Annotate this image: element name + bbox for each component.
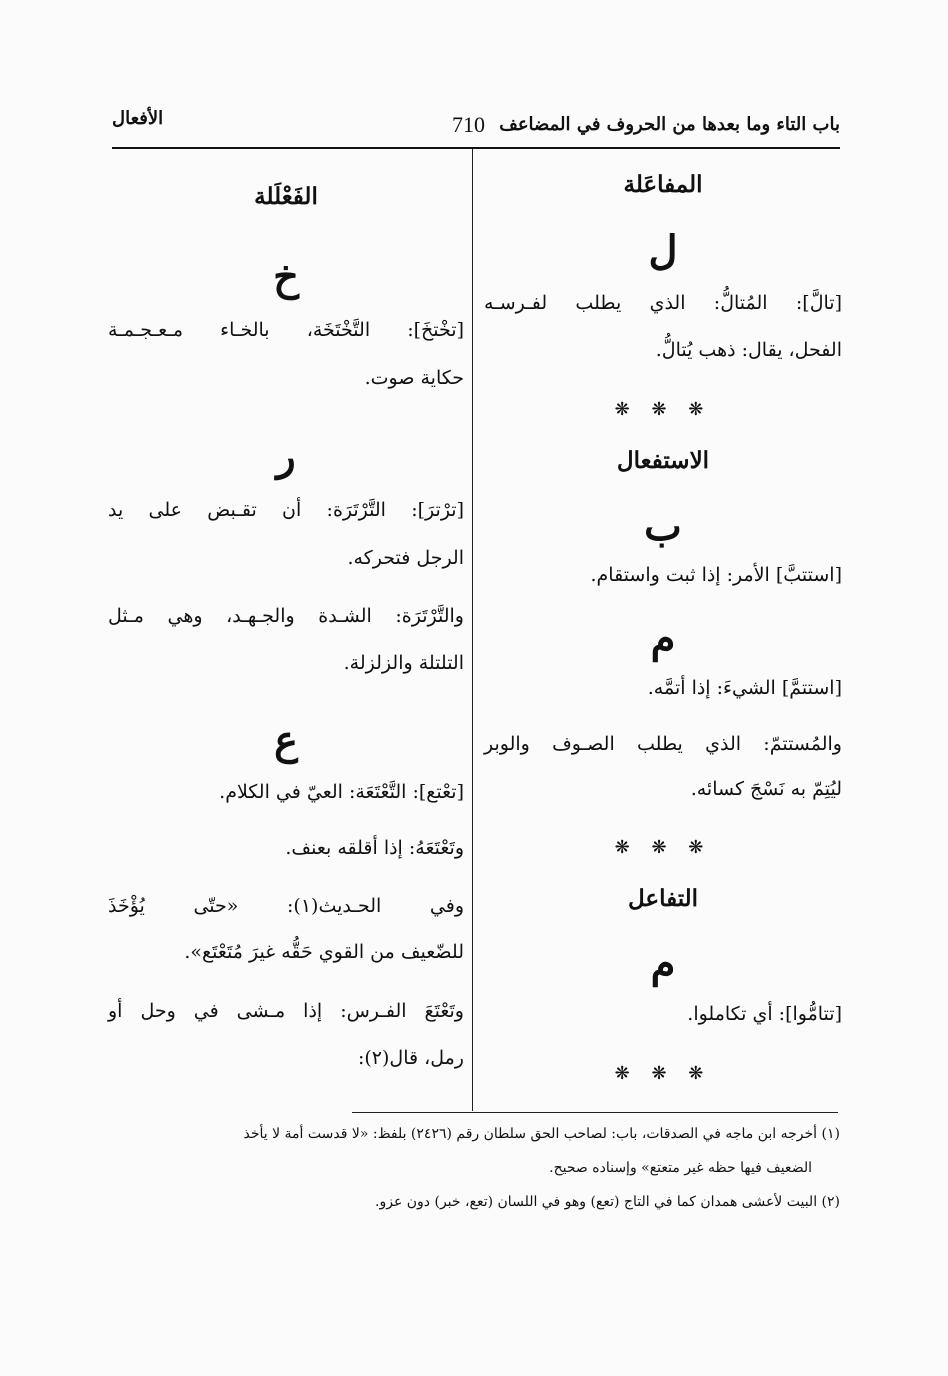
running-head-right: باب التاء وما بعدها من الحروف في المضاعف xyxy=(499,114,840,135)
footnote-rule xyxy=(352,1112,838,1113)
entry-tatta-faras-line2: رمل، قال(٢): xyxy=(357,1047,464,1069)
section-heading-tafaul: التفاعل xyxy=(627,885,699,912)
entry-tartar-line2: الرجل فتحركه. xyxy=(347,547,464,569)
entry-takhtakh-line1: [تخْتخَ]: التَّخْتَخَة، بالخـاء مـعـجـمـة xyxy=(108,319,464,341)
letter-heading-ra: ر xyxy=(276,433,296,480)
entry-tatatu: [تعْتع]: التَّعْتَعَة: العيّ في الكلام. xyxy=(219,781,464,803)
header-rule xyxy=(112,147,840,149)
letter-heading-lam: ل xyxy=(648,227,678,274)
entry-mustatim-line2: ليُتِمّ به نَسْجَ كسائه. xyxy=(690,778,842,800)
column-divider xyxy=(472,149,473,1111)
entry-istatamma: [استتمَّ] الشيءَ: إذا أتمَّه. xyxy=(647,677,842,699)
section-heading-istifal: الاستفعال xyxy=(616,447,710,474)
entry-tatatahu: وتَعْتَعَهُ: إذا أقلقه بعنف. xyxy=(285,837,464,859)
page-number: 710 xyxy=(452,112,485,137)
entry-taall-line2: الفحل، يقال: ذهب يُتالُّ. xyxy=(655,339,842,361)
entry-tartara-line2: التلتلة والزلزلة. xyxy=(343,652,464,674)
entry-istatabba: [استتبَّ] الأمر: إذا ثبت واستقام. xyxy=(590,564,842,586)
letter-heading-mim: م xyxy=(650,615,676,662)
entry-tatta-faras-line1: وتَعْتَعَ الفـرس: إذا مـشى في وحل أو xyxy=(108,1000,464,1022)
footnote-1-line1: (١) أخرجه ابن ماجه في الصدقات، باب: لصاحب الحق سلطان رقم (٢٤٢٦) بلفظ: «لا قدست أمة لا يأخذ xyxy=(243,1126,840,1142)
footnote-2: (٢) البيت لأعشى همدان كما في التاج (تعع) وهو في اللسان (تعع، خبر) دون عزو. xyxy=(375,1194,840,1210)
section-divider-stars: ❋ ❋ ❋ xyxy=(614,399,712,420)
entry-hadith-line1: وفي الحـديث(١): «حتّى يُؤْخَذَ xyxy=(108,895,464,917)
entry-mustatim-line1: والمُستتمّ: الذي يطلب الصـوف والوبر xyxy=(484,733,842,755)
section-heading-mufaala: المفاعَلة xyxy=(623,171,703,198)
entry-takhtakh-line2: حكاية صوت. xyxy=(364,367,464,389)
entry-hadith-line2: للضّعيف من القوي حَقُّه غيرَ مُتَعْتَع». xyxy=(184,941,464,963)
entry-taall-line1: [تالَّ]: المُتالُّ: الذي يطلب لفـرسـه xyxy=(484,292,842,314)
letter-heading-mim: م xyxy=(650,940,676,987)
letter-heading-kha: خ xyxy=(273,253,299,300)
letter-heading-ba: ب xyxy=(644,503,682,550)
entry-tartar-line1: [ترْترَ]: التَّرْتَرَة: أن تقـبض على يد xyxy=(108,499,464,521)
entry-tartara-line1: والتَّرْتَرَة: الشـدة والجـهـد، وهي مـثل xyxy=(108,605,464,627)
section-divider-stars: ❋ ❋ ❋ xyxy=(614,1063,712,1084)
footnote-1-line2: الضعيف فيها حظه غير متعتع» وإسناده صحيح. xyxy=(549,1160,812,1176)
section-heading-falala: الفَعْلَلة xyxy=(254,183,318,210)
section-divider-stars: ❋ ❋ ❋ xyxy=(614,837,712,858)
running-head-left: الأفعال xyxy=(112,108,164,129)
entry-tatammu: [تتامُّوا]: أي تكاملوا. xyxy=(687,1003,842,1025)
letter-heading-ain: ع xyxy=(274,717,298,764)
